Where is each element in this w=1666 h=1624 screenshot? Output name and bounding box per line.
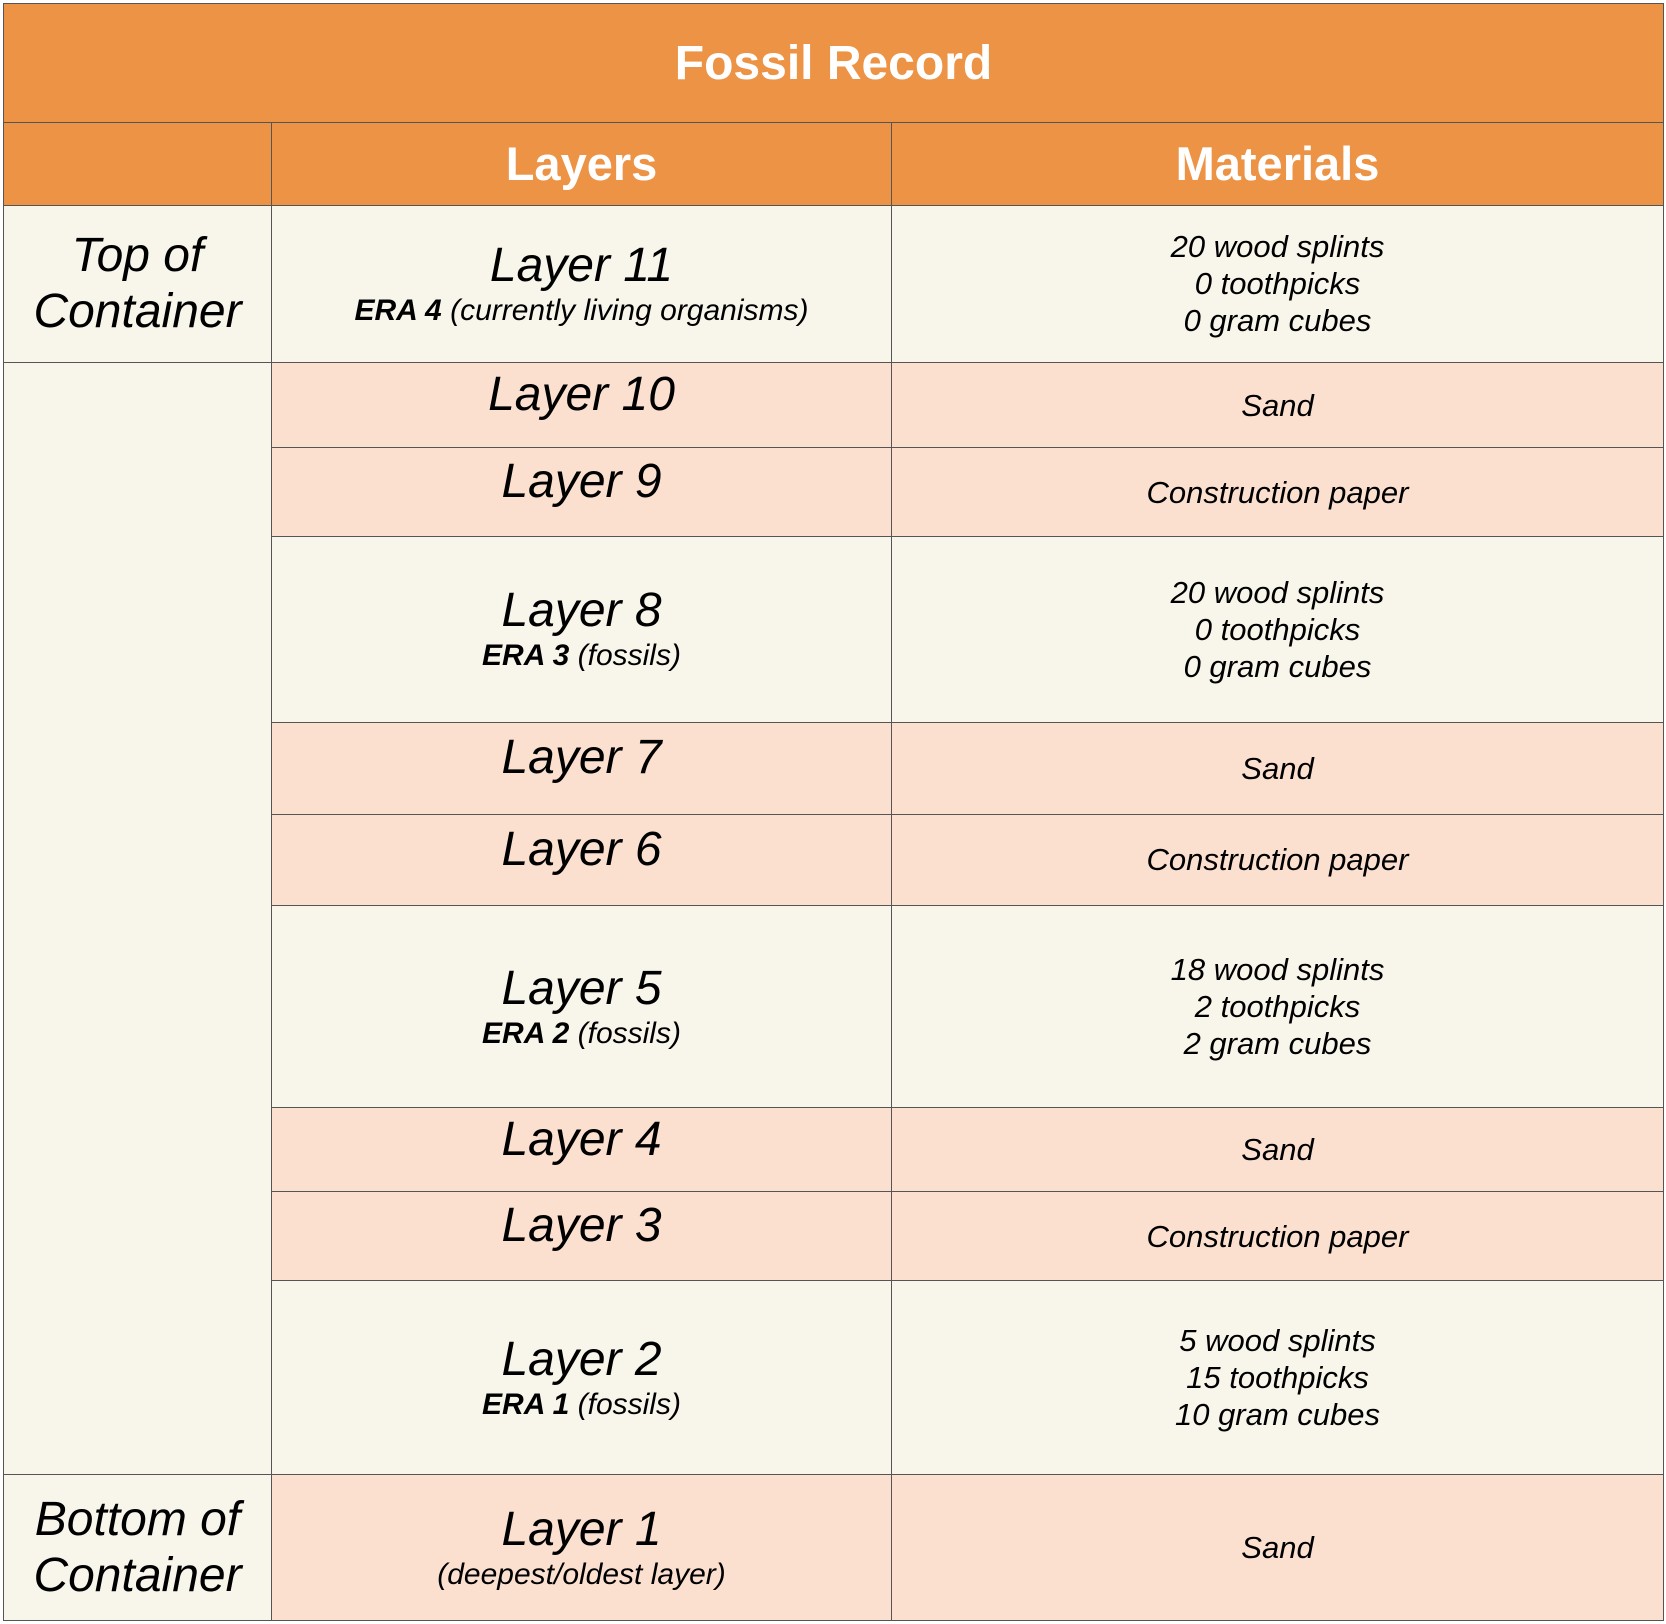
era-note: (fossils) <box>577 1387 681 1421</box>
material-item: Construction paper <box>1146 1218 1409 1254</box>
layer-name: Layer 3 <box>501 1199 662 1253</box>
layer-note: (deepest/oldest layer) <box>437 1557 726 1591</box>
materials-cell <box>892 1281 1664 1475</box>
materials-cell <box>892 362 1664 447</box>
era-note: (currently living organisms) <box>450 293 809 327</box>
material-item: 0 toothpicks <box>1194 611 1361 647</box>
material-item: 0 gram cubes <box>1183 303 1372 339</box>
layer-cell <box>272 1281 892 1475</box>
layer-cell <box>272 1192 892 1281</box>
material-item: 5 wood splints <box>1179 1323 1376 1359</box>
materials-cell <box>892 814 1664 906</box>
era-label: ERA 3 <box>482 639 570 673</box>
material-item: 0 toothpicks <box>1194 266 1361 302</box>
layer-name: Layer 6 <box>501 822 662 876</box>
layer-era <box>272 1387 891 1423</box>
material-item: 2 toothpicks <box>1194 989 1361 1025</box>
material-item: 0 gram cubes <box>1183 648 1372 684</box>
layer-cell <box>272 1107 892 1191</box>
materials-cell <box>892 1107 1664 1191</box>
table-row <box>4 205 1664 362</box>
layer-era <box>272 638 891 674</box>
era-label: ERA 4 <box>354 293 442 327</box>
material-item: 10 gram cubes <box>1174 1397 1381 1433</box>
side-spacer <box>4 362 272 1474</box>
header-materials: Materials <box>892 123 1664 205</box>
era-note: (fossils) <box>577 639 681 673</box>
era-label: ERA 2 <box>482 1016 570 1050</box>
material-item: Sand <box>1241 1530 1314 1566</box>
material-item: Construction paper <box>1146 842 1409 878</box>
material-item: Sand <box>1241 1132 1314 1168</box>
table-row <box>4 1475 1664 1621</box>
top-of-container-label: Top of Container <box>4 205 272 362</box>
layer-cell <box>272 722 892 814</box>
material-item: 20 wood splints <box>1170 574 1385 610</box>
layer-cell <box>272 1475 892 1621</box>
material-item: Sand <box>1241 750 1314 786</box>
layer-name: Layer 11 <box>489 238 674 292</box>
table-title: Fossil Record <box>4 4 1664 123</box>
layer-name: Layer 5 <box>501 961 662 1015</box>
bottom-of-container-label: Bottom of Container <box>4 1475 272 1621</box>
layer-name: Layer 1 <box>501 1502 662 1556</box>
layer-name: Layer 8 <box>501 584 662 638</box>
materials-cell <box>892 536 1664 722</box>
layer-cell <box>272 906 892 1108</box>
material-item: 15 toothpicks <box>1186 1360 1369 1396</box>
layer-cell <box>272 448 892 537</box>
era-note: (fossils) <box>577 1016 681 1050</box>
header-layers: Layers <box>272 123 892 205</box>
layer-cell <box>272 362 892 447</box>
materials-cell <box>892 1192 1664 1281</box>
materials-cell <box>892 1475 1664 1621</box>
material-item: Construction paper <box>1146 474 1409 510</box>
layer-cell <box>272 536 892 722</box>
materials-cell <box>892 205 1664 362</box>
layer-era <box>272 1016 891 1052</box>
era-label: ERA 1 <box>482 1387 570 1421</box>
materials-cell <box>892 722 1664 814</box>
layer-name: Layer 10 <box>488 368 675 422</box>
layer-name: Layer 2 <box>501 1332 662 1386</box>
layer-name: Layer 9 <box>501 455 662 509</box>
materials-cell <box>892 448 1664 537</box>
layer-cell <box>272 205 892 362</box>
material-item: 20 wood splints <box>1170 229 1385 265</box>
fossil-record-table <box>3 3 1664 1621</box>
layer-name: Layer 4 <box>501 1112 662 1166</box>
materials-cell <box>892 906 1664 1108</box>
table-row <box>4 362 1664 447</box>
layer-name: Layer 7 <box>501 731 662 785</box>
material-item: 2 gram cubes <box>1183 1026 1372 1062</box>
material-item: 18 wood splints <box>1170 952 1385 988</box>
layer-cell <box>272 814 892 906</box>
header-blank <box>4 123 272 205</box>
layer-era <box>272 293 891 329</box>
material-item: Sand <box>1241 387 1314 423</box>
